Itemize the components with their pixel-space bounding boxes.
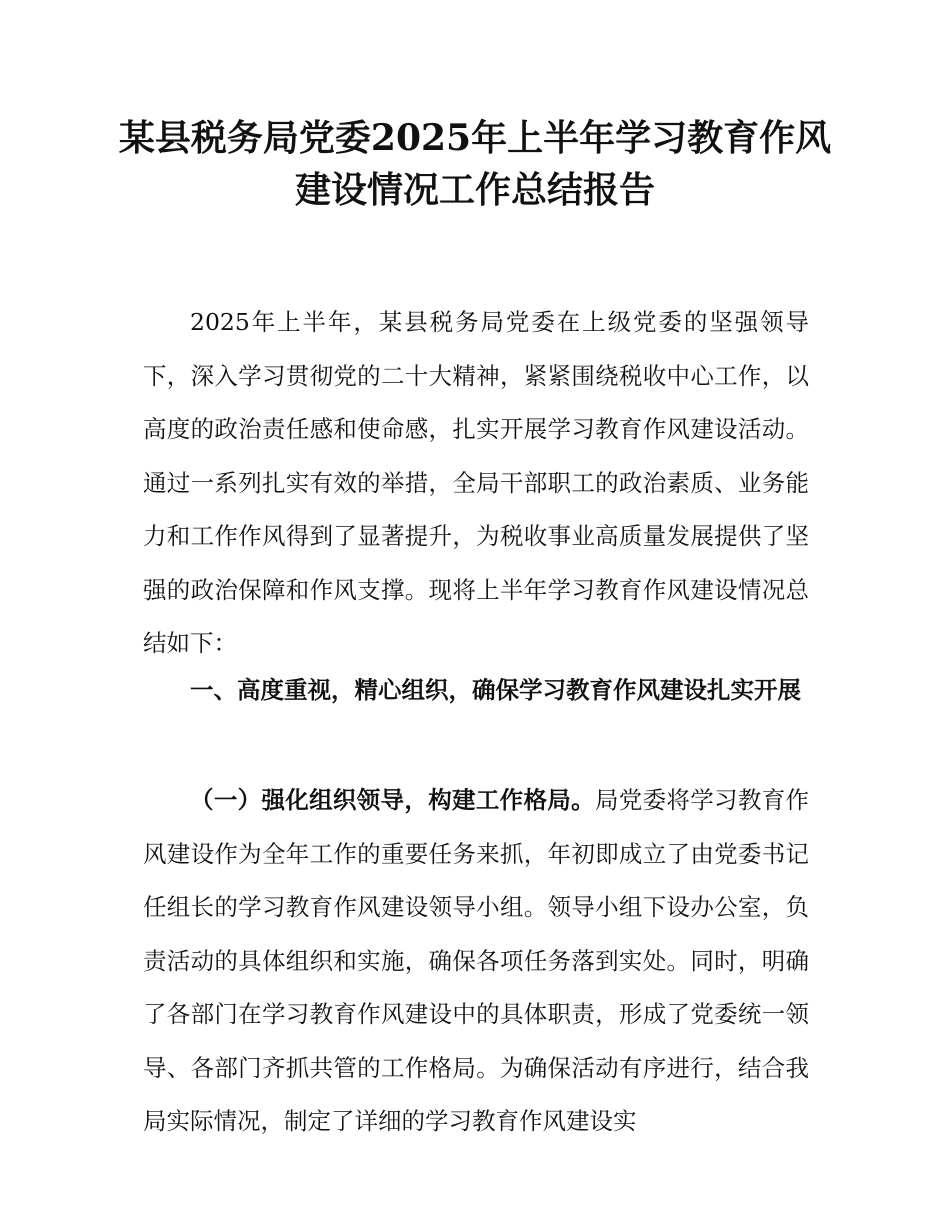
section-1-paragraph	[143, 774, 809, 1149]
section-heading-1: 一、高度重视，精心组织，确保学习教育作风建设扎实开展	[190, 676, 801, 704]
document-title-line-2: 建设情况工作总结报告	[294, 169, 655, 211]
document-title-line-1: 某县税务局党委2025年上半年学习教育作风	[118, 117, 832, 159]
subheading-1: （一）强化组织领导，构建工作格局。	[190, 786, 595, 814]
intro-paragraph: 2025年上半年，某县税务局党委在上级党委的坚强领导下，深入学习贯彻党的二十大精神，紧紧围绕税收中心工作，以高度的政治责任感和使命感，扎实开展学习教育作风建设活动。通过一系列扎实有效的举措，全局干部职工的政治素质、业务能力和工作作风得到了显著提升，为税收事业高质量发展提供了坚强的政治保障和作风支撑。现将上半年学习教育作风建设情况总结如下：	[143, 308, 809, 657]
section-1-paragraph-text: 局党委将学习教育作风建设作为全年工作的重要任务来抓，年初即成立了由党委书记任组长的学习教育作风建设领导小组。领导小组下设办公室，负责活动的具体组织和实施，确保各项任务落到实处。同时，明确了各部门在学习教育作风建设中的具体职责，形成了党委统一领导、各部门齐抓共管的工作格局。为确保活动有序进行，结合我局实际情况，制定了详细的学习教育作风建设实	[143, 786, 810, 1135]
